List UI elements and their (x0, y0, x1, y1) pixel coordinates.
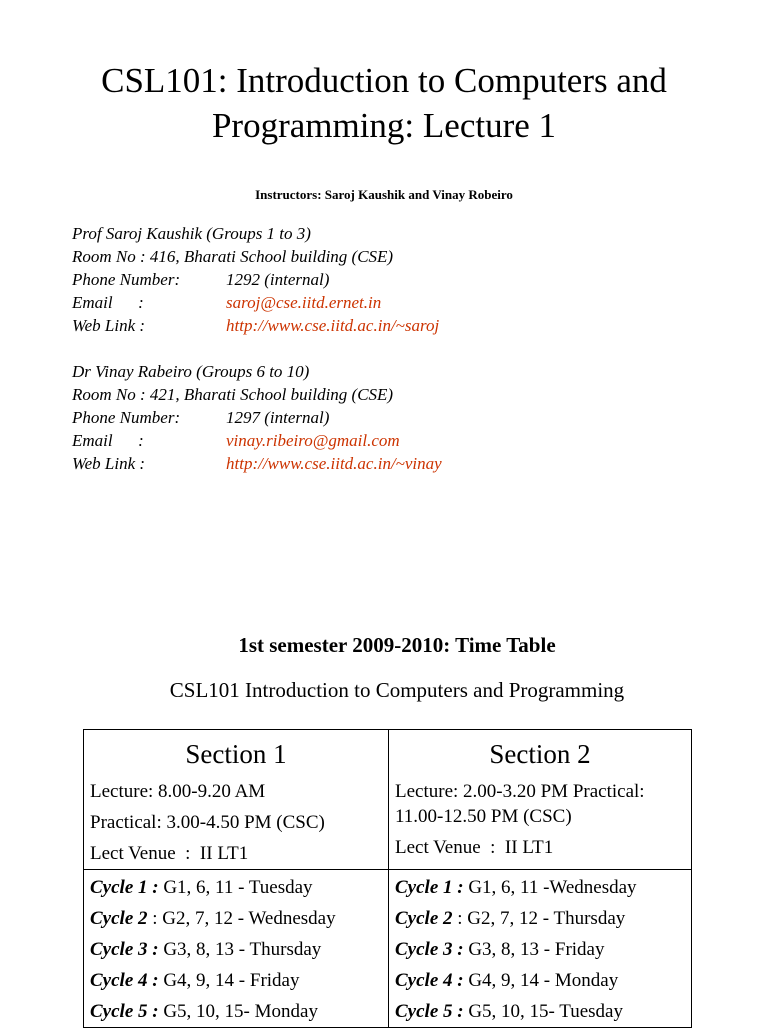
title-line-1: CSL101: Introduction to Computers and (101, 61, 667, 100)
web-label: Web Link : (72, 454, 146, 473)
title-line-2: Programming: Lecture 1 (211, 106, 557, 145)
section-1-cycles (84, 870, 389, 1028)
table-row-header (84, 730, 692, 870)
practical-time: Practical: 3.00-4.50 PM (CSC) (90, 812, 325, 833)
email-label: Email : (72, 431, 144, 450)
section-2-cycles (389, 870, 692, 1028)
email-link[interactable]: vinay.ribeiro@gmail.com (226, 431, 400, 450)
email-link[interactable]: saroj@cse.iitd.ernet.in (226, 293, 382, 312)
list-item: Cycle 3 : G3, 8, 13 - Thursday (90, 939, 322, 960)
phone-value: 1297 (internal) (226, 408, 330, 427)
instructors-line: Instructors: Saroj Kaushik and Vinay Robeiro (255, 187, 513, 202)
phone-label: Phone Number: (72, 270, 181, 289)
section-2-info (389, 730, 692, 870)
list-item: Cycle 4 : G4, 9, 14 - Friday (90, 970, 300, 991)
list-item: Cycle 2 : G2, 7, 12 - Thursday (395, 908, 626, 929)
page-title (0, 58, 768, 148)
section-1-info (84, 730, 389, 870)
lecture-practical-time: Lecture: 2.00-3.20 PM Practical: 11.00-12.50 PM (CSC) (395, 781, 645, 827)
list-item: Cycle 4 : G4, 9, 14 - Monday (395, 970, 619, 991)
lecture-venue: Lect Venue : II LT1 (395, 837, 554, 858)
list-item: Cycle 5 : G5, 10, 15- Monday (90, 1001, 318, 1022)
list-item: Cycle 1 : G1, 6, 11 -Wednesday (395, 877, 637, 898)
web-link[interactable]: http://www.cse.iitd.ac.in/~vinay (226, 454, 442, 473)
lecture-time: Lecture: 8.00-9.20 AM (90, 781, 266, 802)
table-row-cycles (84, 870, 692, 1028)
timetable-title: 1st semester 2009-2010: Time Table (238, 633, 556, 657)
section-heading: Section 1 (185, 739, 287, 769)
web-label: Web Link : (72, 316, 146, 335)
list-item: Cycle 2 : G2, 7, 12 - Wednesday (90, 908, 336, 929)
list-item: Cycle 3 : G3, 8, 13 - Friday (395, 939, 605, 960)
section-heading: Section 2 (489, 739, 591, 769)
list-item: Cycle 1 : G1, 6, 11 - Tuesday (90, 877, 313, 898)
lecture-venue: Lect Venue : II LT1 (90, 843, 249, 864)
timetable-subtitle: CSL101 Introduction to Computers and Programming (169, 678, 625, 702)
web-link[interactable]: http://www.cse.iitd.ac.in/~saroj (226, 316, 440, 335)
list-item: Cycle 5 : G5, 10, 15- Tuesday (395, 1001, 623, 1022)
email-label: Email : (72, 293, 144, 312)
phone-label: Phone Number: (72, 408, 181, 427)
timetable-table (83, 729, 692, 1028)
phone-value: 1292 (internal) (226, 270, 330, 289)
